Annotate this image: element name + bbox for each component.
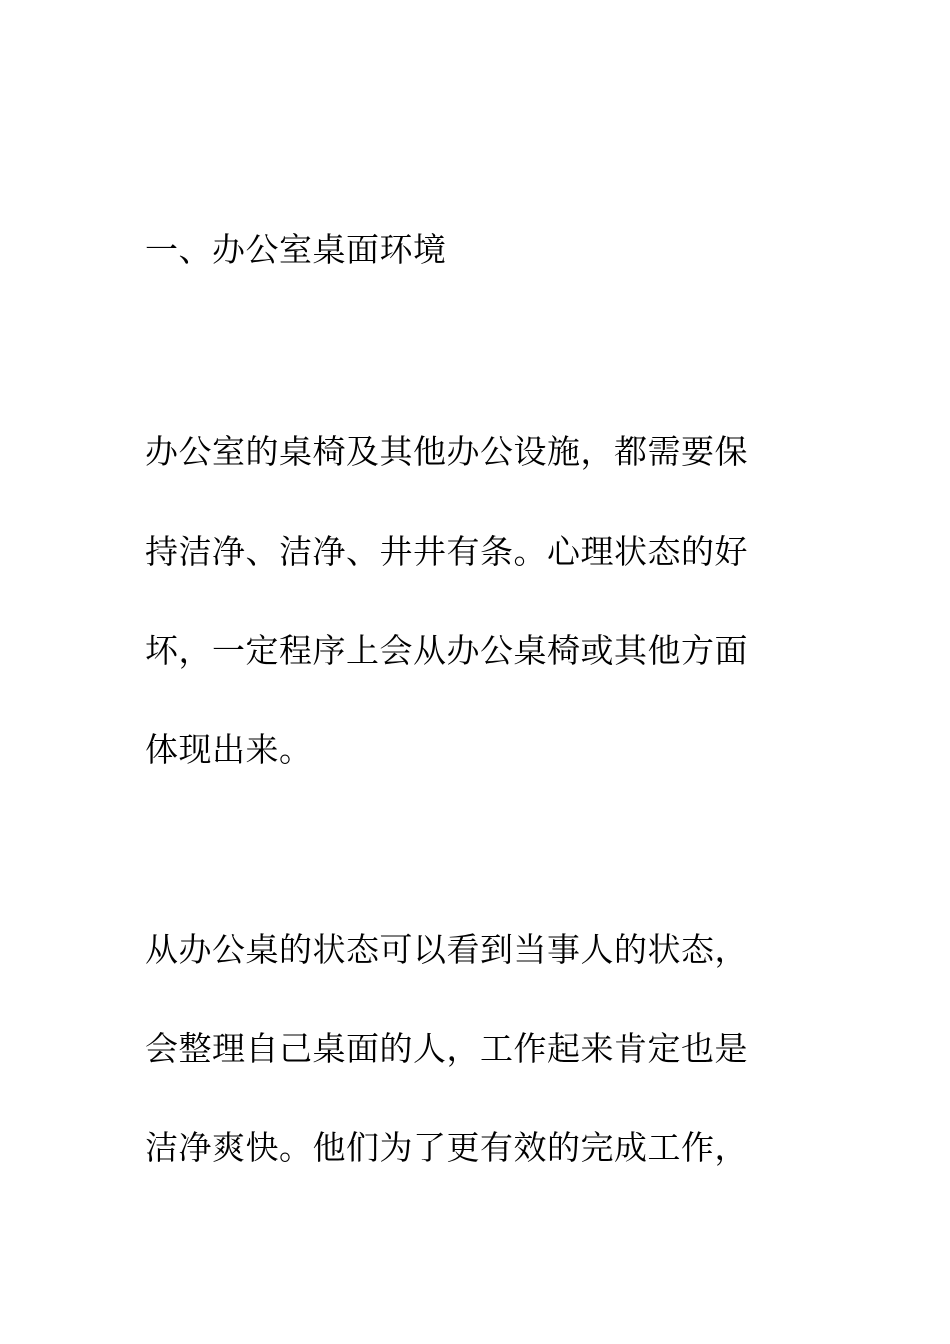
paragraph-line: 办公室的桌椅及其他办公设施，都需要保 [145, 432, 748, 471]
paragraph-line: 体现出来。 [145, 730, 313, 769]
paragraph-line: 洁净爽快。他们为了更有效的完成工作， [145, 1128, 748, 1167]
section-heading: 一、办公室桌面环境 [145, 230, 447, 269]
paragraph-line: 坏，一定程序上会从办公桌椅或其他方面 [145, 631, 748, 670]
paragraph-line: 持洁净、洁净、井井有条。心理状态的好 [145, 532, 748, 571]
paragraph-line: 会整理自己桌面的人，工作起来肯定也是 [145, 1029, 748, 1068]
paragraph-line: 从办公桌的状态可以看到当事人的状态， [145, 930, 748, 969]
